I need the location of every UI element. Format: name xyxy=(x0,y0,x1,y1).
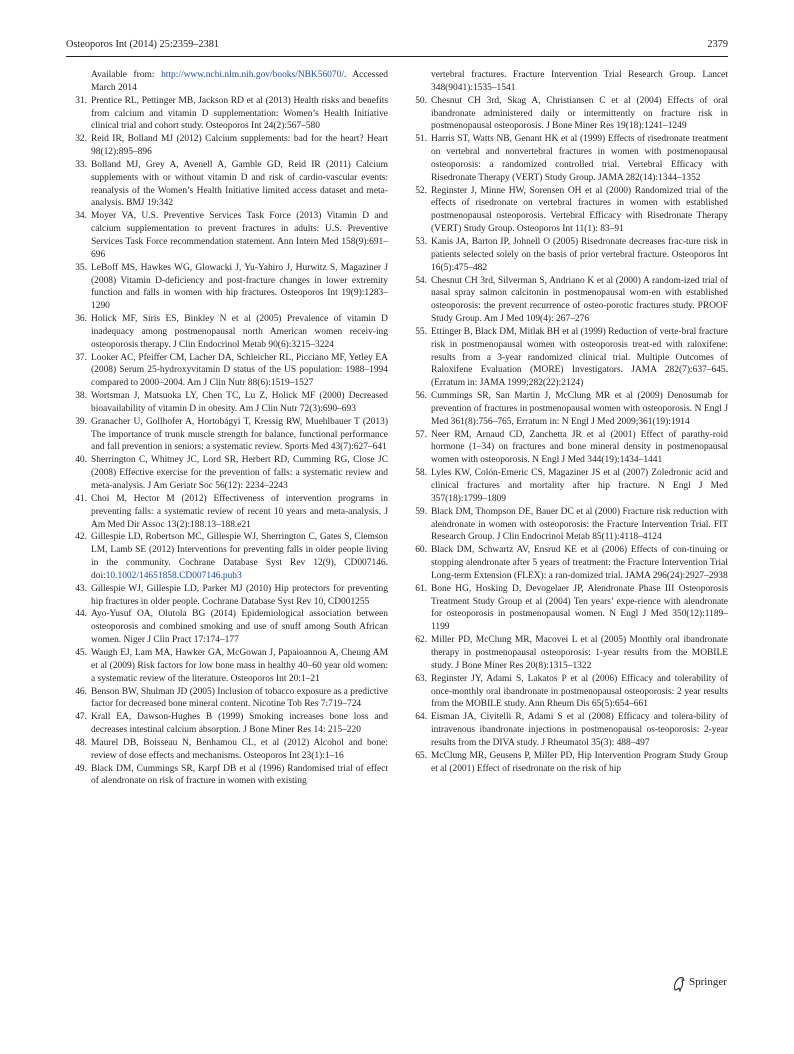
reference-item xyxy=(406,673,728,712)
reference-text: Lyles KW, Colón-Emeric CS, Magaziner JS et al (2007) Zoledronic acid and clinical fractures and mortality after hip fracture. N Engl J Med 357(18):1799–1809 xyxy=(431,468,728,504)
reference-text: Ettinger B, Black DM, Mitlak BH et al (1999) Reduction of verte-bral fracture risk in postmenopausal women with osteoporosis treat-ed with raloxifene: results from a 3-year randomized clinical trial. Multiple Outcomes of Raloxifene Evaluation (MORE) Investigators. JAMA 282(7):637–645. (Erratum in: JAMA 1999;282(22):2124) xyxy=(431,326,728,389)
reference-text: Krall EA, Dawson-Hughes B (1999) Smoking increases bone loss and decreases intestinal calcium absorption. J Bone Miner Res 14: 215–220 xyxy=(91,712,388,736)
reference-item xyxy=(66,647,388,686)
reference-number: 55. xyxy=(415,326,427,337)
ncbi-link[interactable]: http://www.ncbi.nlm.nih.gov/books/NBK56070/ xyxy=(161,70,344,80)
reference-item xyxy=(66,493,388,532)
reference-text: Bone HG, Hosking D, Devogelaer JP, Alendronate Phase III Osteoporosis Treatment Study Group et al (2004) Ten years’ expe-rience with alendronate for osteoporosis in postmenopausal women. N Engl J Med 350(12):1189–1199 xyxy=(431,583,728,633)
right-reference-list xyxy=(406,95,728,776)
reference-number: 54. xyxy=(415,275,427,286)
page-number: 2379 xyxy=(707,39,728,50)
reference-item xyxy=(66,159,388,210)
reference-text: Chesnut CH 3rd, Silverman S, Andriano K et al (2000) A random-ized trial of nasal spray salmon calcitonin in postmenopausal wom-en with established osteoporosis: the prevent recurrence of osteo-porotic fractures study. PROOF Study Group. Am J Med 109(4): 267–276 xyxy=(431,275,728,325)
reference-number: 44. xyxy=(75,609,87,620)
journal-citation: Osteoporos Int (2014) 25:2359–2381 xyxy=(66,39,220,50)
reference-number: 61. xyxy=(415,583,427,594)
reference-number: 51. xyxy=(415,134,427,145)
reference-text: Maurel DB, Boisseau N, Benhamou CL, et al (2012) Alcohol and bone: review of dose effects and mechanisms. Osteoporos Int 23(1):1–16 xyxy=(91,737,388,761)
reference-item xyxy=(406,583,728,634)
reference-text: Miller PD, McClung MR, Macovei L et al (2005) Monthly oral ibandronate therapy in postmenopausal osteoporosis: 1-year results from the MOBILE study. J Bone Miner Res 20(8):1315–1322 xyxy=(431,635,728,671)
reference-item xyxy=(66,210,388,261)
continuation-suffix: . Accessed March 2014 xyxy=(91,70,388,93)
reference-number: 36. xyxy=(75,314,87,325)
reference-text: Harris ST, Watts NB, Genant HK et al (1999) Effects of risedronate treatment on vertebral and nonvertebral fractures in women with postmenopausal osteoporosis: a randomized controlled trial. Vertebral Efficacy with Risedronate Therapy (VERT) Study Group. JAMA 282(14):1344–1352 xyxy=(431,134,728,183)
reference-text: Holick MF, Siris ES, Binkley N et al (2005) Prevalence of vitamin D inadequacy among postmenopausal north American women receiv-ing osteoporosis therapy. J Clin Endocrinol Metab 90(6):3215–3224 xyxy=(91,314,388,350)
reference-text: Gillespie LD, Robertson MC, Gillespie WJ, Sherrington C, Gates S, Clemson LM, Lamb SE (2012) Interventions for preventing falls in older people living in the community. Cochrane Database Syst Rev 12(9), CD007146. doi: xyxy=(91,532,388,581)
reference-item xyxy=(406,467,728,506)
reference-item xyxy=(406,275,728,326)
reference-number: 43. xyxy=(75,583,87,594)
reference-number: 65. xyxy=(415,750,427,761)
reference-text: LeBoff MS, Hawkes WG, Glowacki J, Yu-Yahiro J, Hurwitz S, Magaziner J (2008) Vitamin D-deficiency and post-fracture changes in lower extremity function and falls in women with hip fractures. Osteoporos Int 19(9):1283–1290 xyxy=(91,262,388,312)
reference-item xyxy=(66,454,388,493)
reference-item xyxy=(406,750,728,776)
reference-text: Black DM, Thompson DE, Bauer DC et al (2000) Fracture risk reduction with alendronate in women with osteoporosis: the Fracture Intervention Trial. FIT Research Group. J Clin Endocrinol Metab 85(11):4118–4124 xyxy=(431,506,728,543)
reference-item xyxy=(66,686,388,712)
reference-text: Reid IR, Bolland MJ (2012) Calcium supplements: bad for the heart? Heart 98(12):895–896 xyxy=(91,134,388,158)
reference-item xyxy=(66,352,388,391)
reference-number: 39. xyxy=(75,416,87,427)
reference-text: Choi M, Hector M (2012) Effectiveness of intervention programs in preventing falls: a systematic review of recent 10 years and meta-analysis. J Am Med Dir Assoc 13(2):188.13–188.e21 xyxy=(91,493,388,530)
reference-text: Bolland MJ, Grey A, Avenell A, Gamble GD, Reid IR (2011) Calcium supplements with or without vitamin D and risk of cardio-vascular events: reanalysis of the Women’s Health Initiative limited access dataset and meta-analysis. BMJ 19:342 xyxy=(91,159,388,209)
reference-text: Black DM, Schwartz AV, Ensrud KE et al (2006) Effects of con-tinuing or stopping alendronate after 5 years of treatment: the Fracture Intervention Trial Long-term Extension (FLEX): a ran-domized trial. JAMA 296(24):2927–2938 xyxy=(431,545,728,581)
reference-number: 64. xyxy=(415,712,427,723)
reference-text: McClung MR, Geusens P, Miller PD, Hip Intervention Program Study Group et al (2001) Effect of risedronate on the risk of hip xyxy=(431,750,728,774)
reference-number: 46. xyxy=(75,686,87,697)
reference-number: 35. xyxy=(75,262,87,273)
reference-item xyxy=(66,608,388,647)
reference-number: 50. xyxy=(415,95,427,106)
reference-item xyxy=(406,133,728,184)
reference-number: 47. xyxy=(75,712,87,723)
reference-item xyxy=(406,95,728,134)
reference-text: Looker AC, Pfeiffer CM, Lacher DA, Schleicher RL, Picciano MF, Yetley EA (2008) Serum 25-hydroxyvitamin D status of the US population: 1988–1994 compared to 2000–2004. Am J Clin Nutr 88(6):1519–1527 xyxy=(91,352,388,389)
reference-item xyxy=(66,531,388,582)
reference-text: Benson BW, Shulman JD (2005) Inclusion of tobacco exposure as a predictive factor for decreased bone mineral content. Nicotine Tob Res 7:719–724 xyxy=(91,686,388,710)
reference-text: Reginster J, Minne HW, Sorensen OH et al (2000) Randomized trial of the effects of risedronate on vertebral fractures in women with established postmenopausal osteoporosis. Vertebral Efficacy with Risedronate Therapy (VERT) Study Group. Osteoporos Int 11(1): 83–91 xyxy=(431,185,728,235)
reference-text: Waugh EJ, Lam MA, Hawker GA, McGowan J, Papaioannou A, Cheung AM et al (2009) Risk factors for low bone mass in healthy 40–60 year old women: a systematic review of the literature. Osteoporos Int 20:1–21 xyxy=(91,647,388,684)
reference-item xyxy=(406,544,728,583)
reference-text: Eisman JA, Civitelli R, Adami S et al (2008) Efficacy and tolera-bility of intravenous ibandronate injections in postmenopausal os-teoporosis: 2-year results from the DIVA study. J Rheumatol 35(3): 488–497 xyxy=(431,712,728,748)
reference-item xyxy=(406,390,728,429)
reference-text: Cummings SR, San Martin J, McClung MR et al (2009) Denosumab for prevention of fractures in postmenopausal women with osteoporosis. N Engl J Med 361(8):756–765, Erratum in: N Engl J Med 2009;361(19):1914 xyxy=(431,391,728,427)
reference-item xyxy=(66,95,388,134)
reference-number: 53. xyxy=(415,236,427,247)
reference-text: Black DM, Cummings SR, Karpf DB et al (1996) Randomised trial of effect of alendronate on risk of fracture in women with existing xyxy=(91,763,388,787)
reference-item xyxy=(66,390,388,416)
reference-text: Kanis JA, Barton IP, Johnell O (2005) Risedronate decreases frac-ture risk in patients selected solely on the basis of prior vertebral fracture. Osteoporos Int 16(5):475–482 xyxy=(431,236,728,273)
reference-item xyxy=(66,133,388,159)
header-rule xyxy=(66,56,728,57)
reference-item xyxy=(66,711,388,737)
reference-item xyxy=(406,634,728,673)
reference-text: Moyer VA, U.S. Preventive Services Task Force (2013) Vitamin D and calcium supplementation to prevent fractures in adults: U.S. Preventive Services Task Force recommendation statement. Ann Intern Med 158(9):691–696 xyxy=(91,211,388,260)
reference-item xyxy=(66,416,388,455)
reference-number: 57. xyxy=(415,429,427,440)
publisher-logo xyxy=(672,975,752,995)
reference-number: 62. xyxy=(415,635,427,646)
reference-text: Neer RM, Arnaud CD, Zanchetta JR et al (2001) Effect of parathy-roid hormone (1–34) on fractures and bone mineral density in postmenopausal women with osteoporosis. N Engl J Med 344(19):1434–1441 xyxy=(431,429,728,466)
reference-item xyxy=(66,737,388,763)
reference-number: 32. xyxy=(75,134,87,145)
continuation-prefix: Available from: xyxy=(91,70,162,80)
reference-number: 41. xyxy=(75,493,87,504)
reference-item xyxy=(406,326,728,390)
reference-item xyxy=(406,185,728,236)
reference-number: 59. xyxy=(415,506,427,517)
reference-text: Gillespie WJ, Gillespie LD, Parker MJ (2010) Hip protectors for preventing hip fractures in older people. Cochrane Database Syst Rev 10, CD001255 xyxy=(91,583,388,607)
reference-number: 45. xyxy=(75,647,87,658)
reference-number: 33. xyxy=(75,159,87,170)
springer-horse-icon xyxy=(672,976,686,992)
reference-item xyxy=(406,236,728,275)
reference-number: 31. xyxy=(75,95,87,106)
reference-text: Chesnut CH 3rd, Skag A, Christiansen C et al (2004) Effects of oral ibandronate administered daily or intermittently on fracture risk in postmenopausal osteoporosis. J Bone Miner Res 19(18):1241–1249 xyxy=(431,95,728,132)
running-header xyxy=(66,39,728,55)
reference-text: Granacher U, Gollhofer A, Hortobágyi T, Kressig RW, Muehlbauer T (2013) The importance of trunk muscle strength for balance, functional performance and fall prevention in seniors: a systematic review. Sports Med 43(7):627–641 xyxy=(91,416,388,453)
reference-text: Sherrington C, Whitney JC, Lord SR, Herbert RD, Cumming RG, Close JC (2008) Effective exercise for the prevention of falls: a systematic review and meta-analysis. J Am Geriatr Soc 56(12): 2234–2243 xyxy=(91,455,388,491)
reference-text: Prentice RL, Pettinger MB, Jackson RD et al (2013) Health risks and benefits from calcium and vitamin D supplementation: Women’s Health Initiative clinical trial and cohort study. Osteoporos Int 24(2):567–580 xyxy=(91,95,388,132)
reference-number: 56. xyxy=(415,391,427,402)
reference-continuation: vertebral fractures. Fracture Intervention Trial Research Group. Lancet 348(9041):1535–1541 xyxy=(431,70,728,93)
reference-number: 48. xyxy=(75,737,87,748)
left-reference-list xyxy=(66,95,388,789)
doi-link[interactable]: 10.1002/14651858.CD007146.pub3 xyxy=(105,570,242,581)
reference-item xyxy=(66,262,388,313)
reference-text: Reginster JY, Adami S, Lakatos P et al (2006) Efficacy and tolerability of once-monthly oral ibandronate in postmenopausal osteoporosis: 2 year results from the MOBILE study. Ann Rheum Dis 65(5):654–661 xyxy=(431,673,728,710)
reference-item xyxy=(66,763,388,789)
reference-item xyxy=(406,429,728,468)
right-reference-column xyxy=(406,69,728,775)
reference-number: 58. xyxy=(415,468,427,479)
reference-item xyxy=(406,711,728,750)
reference-item xyxy=(66,583,388,609)
reference-number: 34. xyxy=(75,211,87,222)
reference-text: Wortsman J, Matsuoka LY, Chen TC, Lu Z, Holick MF (2000) Decreased bioavailability of vitamin D in obesity. Am J Clin Nutr 72(3):690–693 xyxy=(91,391,388,414)
reference-number: 42. xyxy=(75,532,87,543)
publisher-name: Springer xyxy=(689,976,727,988)
reference-continuation xyxy=(66,69,388,95)
reference-number: 63. xyxy=(415,673,427,684)
reference-item xyxy=(406,506,728,545)
reference-text: Ayo-Yusuf OA, Olutola BG (2014) Epidemiological association between osteoporosis and combined smoking and use of snuff among South African women. Niger J Clin Pract 17:174–177 xyxy=(91,609,388,646)
reference-number: 60. xyxy=(415,545,427,556)
reference-number: 52. xyxy=(415,185,427,196)
reference-number: 40. xyxy=(75,455,87,466)
left-reference-column xyxy=(66,69,388,788)
reference-number: 49. xyxy=(75,763,87,774)
reference-item xyxy=(66,313,388,352)
reference-number: 37. xyxy=(75,352,87,363)
reference-number: 38. xyxy=(75,391,87,402)
